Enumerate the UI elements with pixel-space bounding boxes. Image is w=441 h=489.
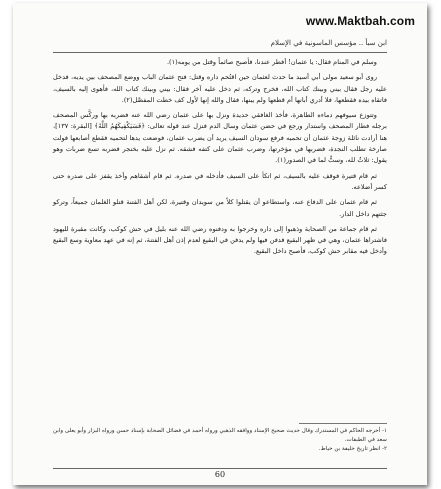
paragraph: ثم قام جماعة من الصحابة وذهبوا إلى داره وخرجوا به ودفنوه رضي الله عنه بليل في حش كوكب، وكانت مقبرة لليهود فاشتراها عثمان، وهي في ظهر البقيع فدفن فيها ولم يدفن في البقيع لعدم إذن أهل الفتنة، ثم إنه في عهد معاوية وسع البقيع وأدخل فيه مقابر حش كوكب، فأصبح داخل البقيع. bbox=[53, 224, 387, 256]
paragraph: وتتوزع سيوفهم دماءه الطاهرة، فأخذ الغافقي حديدة ونزل بها على عثمان رضي الله عنه فضربه بها وركَّس المصحف برجله فطار المصحف واستدار ورجع في حضن عثمان وسال الدم فنزل عند قوله تعالى: ﴿فَسَيَكْفِيكَهُمُ اللَّهُ﴾ [البقرة: ١٣٧]، هنا أرادت نائلة زوجة عثمان أن تحميه فرفع سودان السيف يريد أن يضرب عثمان، فوضعت يدها لتحميه فقطع أصابعها فولت صارخة تطلب النجدة، فضربها في مؤخرتها، وضرب عثمان على كتفه فشقه. ثم نزل عليه بخنجر فضربه تسع ضربات وهو يقول: ثلاثٌ لله، وستٌّ لما في الصدور(١). bbox=[53, 111, 387, 165]
footnote: ١- أخرجه الحاكم في المستدرك وقال حديث صحيح الإسناد ووافقه الذهبي ورواه أحمد في فضائل الصحابة بإسناد حسن ورواه البزار وأبو يعلى وابن سعد في الطبقات. bbox=[53, 428, 387, 443]
body-text bbox=[53, 57, 387, 262]
footnotes bbox=[53, 427, 387, 454]
running-head: ابن سبأ .. مؤسس الماسونية في الإسلام bbox=[270, 39, 387, 47]
paragraph: روى أبو سعيد مولى أبي أسيد ما حدث لعثمان حين اقتُحم داره وقتل: فتح عثمان الباب ووضع المصحف بين يديه، فدخل عليه رجل فقال بيني وبينك كتاب الله، فخرج وتركه، ثم دخل عليه آخر فقال: بيني وبينك كتاب الله، فأهوى إليه بالسيف، فاتقاه بيده فقطعها، فلا أدري أبانها أم قطعها ولم يبنها، فقال والله إنها لأول كف خطت المفصَّل(٢). bbox=[53, 73, 387, 104]
footnote-divider bbox=[299, 423, 387, 424]
book-page bbox=[13, 3, 427, 485]
paragraph: وسلم في المنام فقال: يا عثمان! أفطر عندنا، فأصبح صائماً وقتل من يومه(١). bbox=[166, 58, 377, 66]
footer-divider bbox=[53, 468, 387, 469]
paragraph: ثم قام عثمان على الدفاع عنه، واستطاعو أن يقتلوا كلاً من سويدان وقتيرة، لكن أهل الفتنة قتلو الغلمان جميعاً، وتركو جثتهم داخل الدار. bbox=[53, 198, 387, 218]
paragraph: ثم قام قتيرة فوقف عليه بالسيف، ثم اتكأ على السيف فأدخله في صدره. ثم قام أشقاهم وأخذ يقفز على صدره حتى كسر أضلاعه. bbox=[53, 171, 387, 191]
footnote: ٢- انظر تاريخ خليفة بن خياط. bbox=[318, 446, 387, 452]
site-watermark: www.Maktbah.com bbox=[305, 14, 415, 28]
page-number: 60 bbox=[214, 470, 226, 479]
header-divider bbox=[53, 52, 387, 53]
